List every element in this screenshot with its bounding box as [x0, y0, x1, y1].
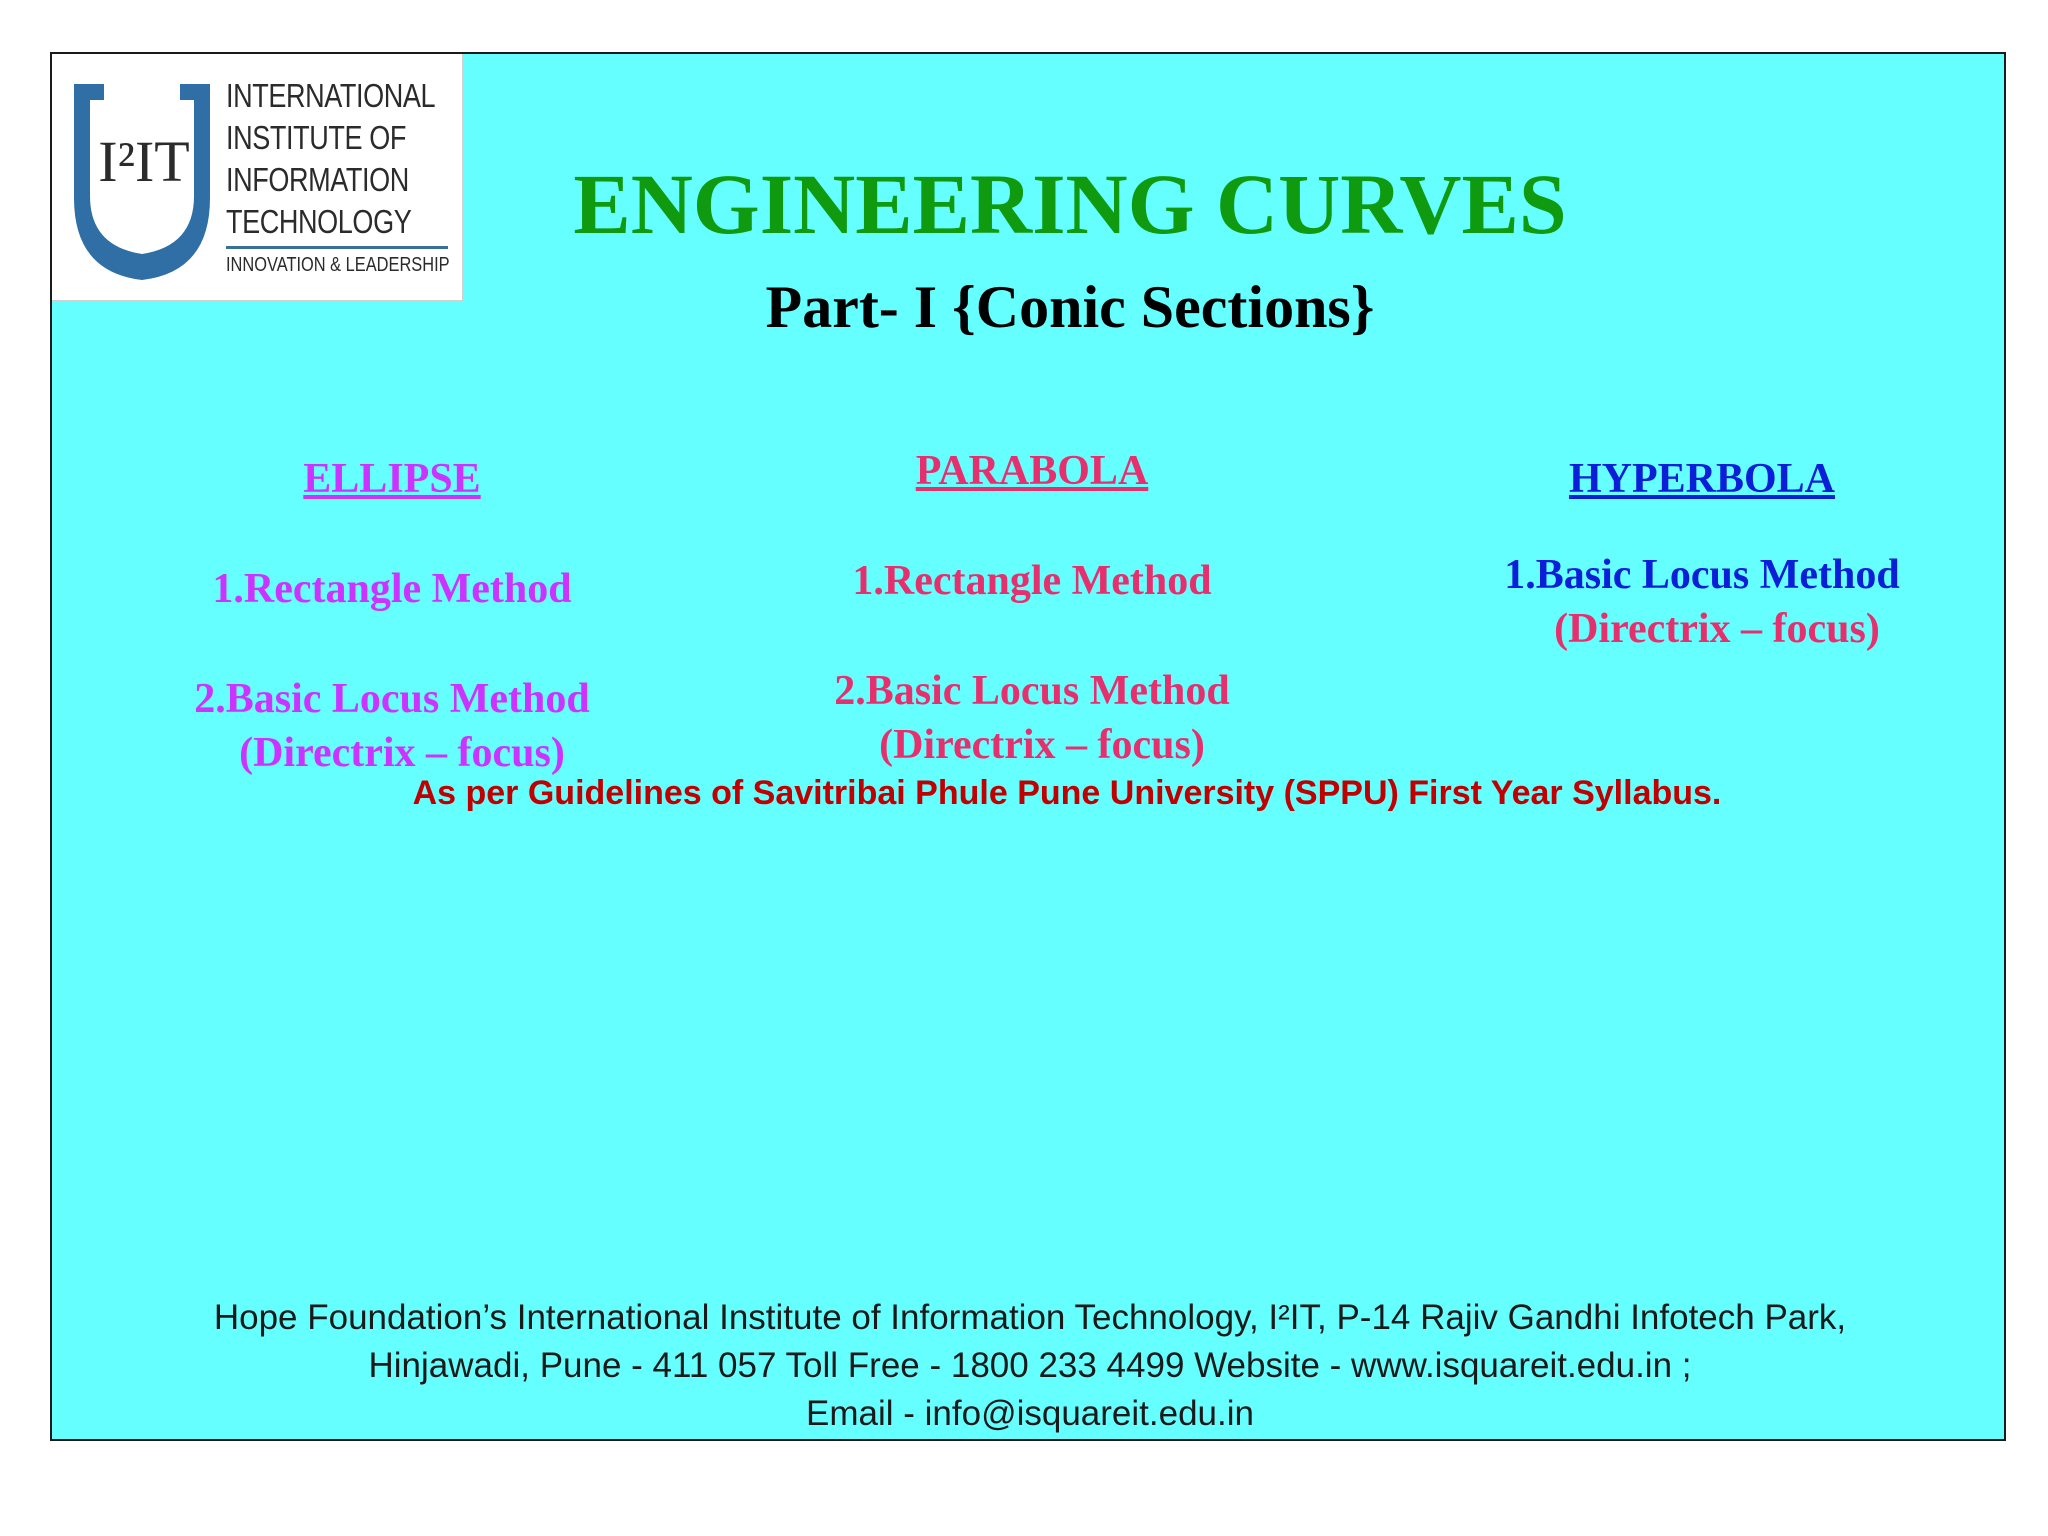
logo-line-1: INTERNATIONAL [226, 77, 436, 114]
logo-line-3: INFORMATION [226, 161, 409, 198]
page-subtitle: Part- I {Conic Sections} [765, 274, 1375, 340]
logo-divider [226, 246, 448, 249]
slide [50, 52, 2006, 1441]
ellipse-heading: ELLIPSE [303, 456, 481, 502]
footer-line-2: Hinjawadi, Pune - 411 057 Toll Free - 1800 233 4499 Website - www.isquareit.edu.in ; [368, 1346, 1692, 1385]
logo-mark-text: I²IT [98, 129, 190, 194]
footer-line-1: Hope Foundation’s International Institute of Information Technology, I²IT, P-14 Rajiv Gandhi Infotech Park, [213, 1298, 1847, 1337]
logo-line-4: TECHNOLOGY [226, 203, 412, 240]
page-title: ENGINEERING CURVES [573, 156, 1567, 252]
ellipse-method-2-note: (Directrix – focus) [239, 730, 565, 776]
ellipse-column [132, 454, 652, 780]
hyperbola-column [1422, 454, 1982, 656]
parabola-heading: PARABOLA [915, 448, 1149, 494]
hyperbola-heading: HYPERBOLA [1568, 456, 1836, 502]
institute-logo [52, 54, 463, 301]
parabola-method-2-note: (Directrix – focus) [879, 722, 1205, 768]
hyperbola-method-1: 1.Basic Locus Method [1504, 552, 1900, 598]
parabola-method-1: 1.Rectangle Method [852, 558, 1212, 604]
ellipse-method-2: 2.Basic Locus Method [194, 676, 590, 722]
footer-line-3: Email - info@isquareit.edu.in [806, 1394, 1254, 1433]
syllabus-note: As per Guidelines of Savitribai Phule Pune University (SPPU) First Year Syllabus. [412, 774, 1722, 812]
logo-line-2: INSTITUTE OF [226, 119, 406, 156]
parabola-column [752, 446, 1312, 772]
footer-address [52, 1294, 2008, 1438]
logo-tagline: INNOVATION & LEADERSHIP [226, 254, 450, 276]
ellipse-method-1: 1.Rectangle Method [212, 566, 572, 612]
hyperbola-method-1-note: (Directrix – focus) [1554, 606, 1880, 652]
parabola-method-2: 2.Basic Locus Method [834, 668, 1230, 714]
